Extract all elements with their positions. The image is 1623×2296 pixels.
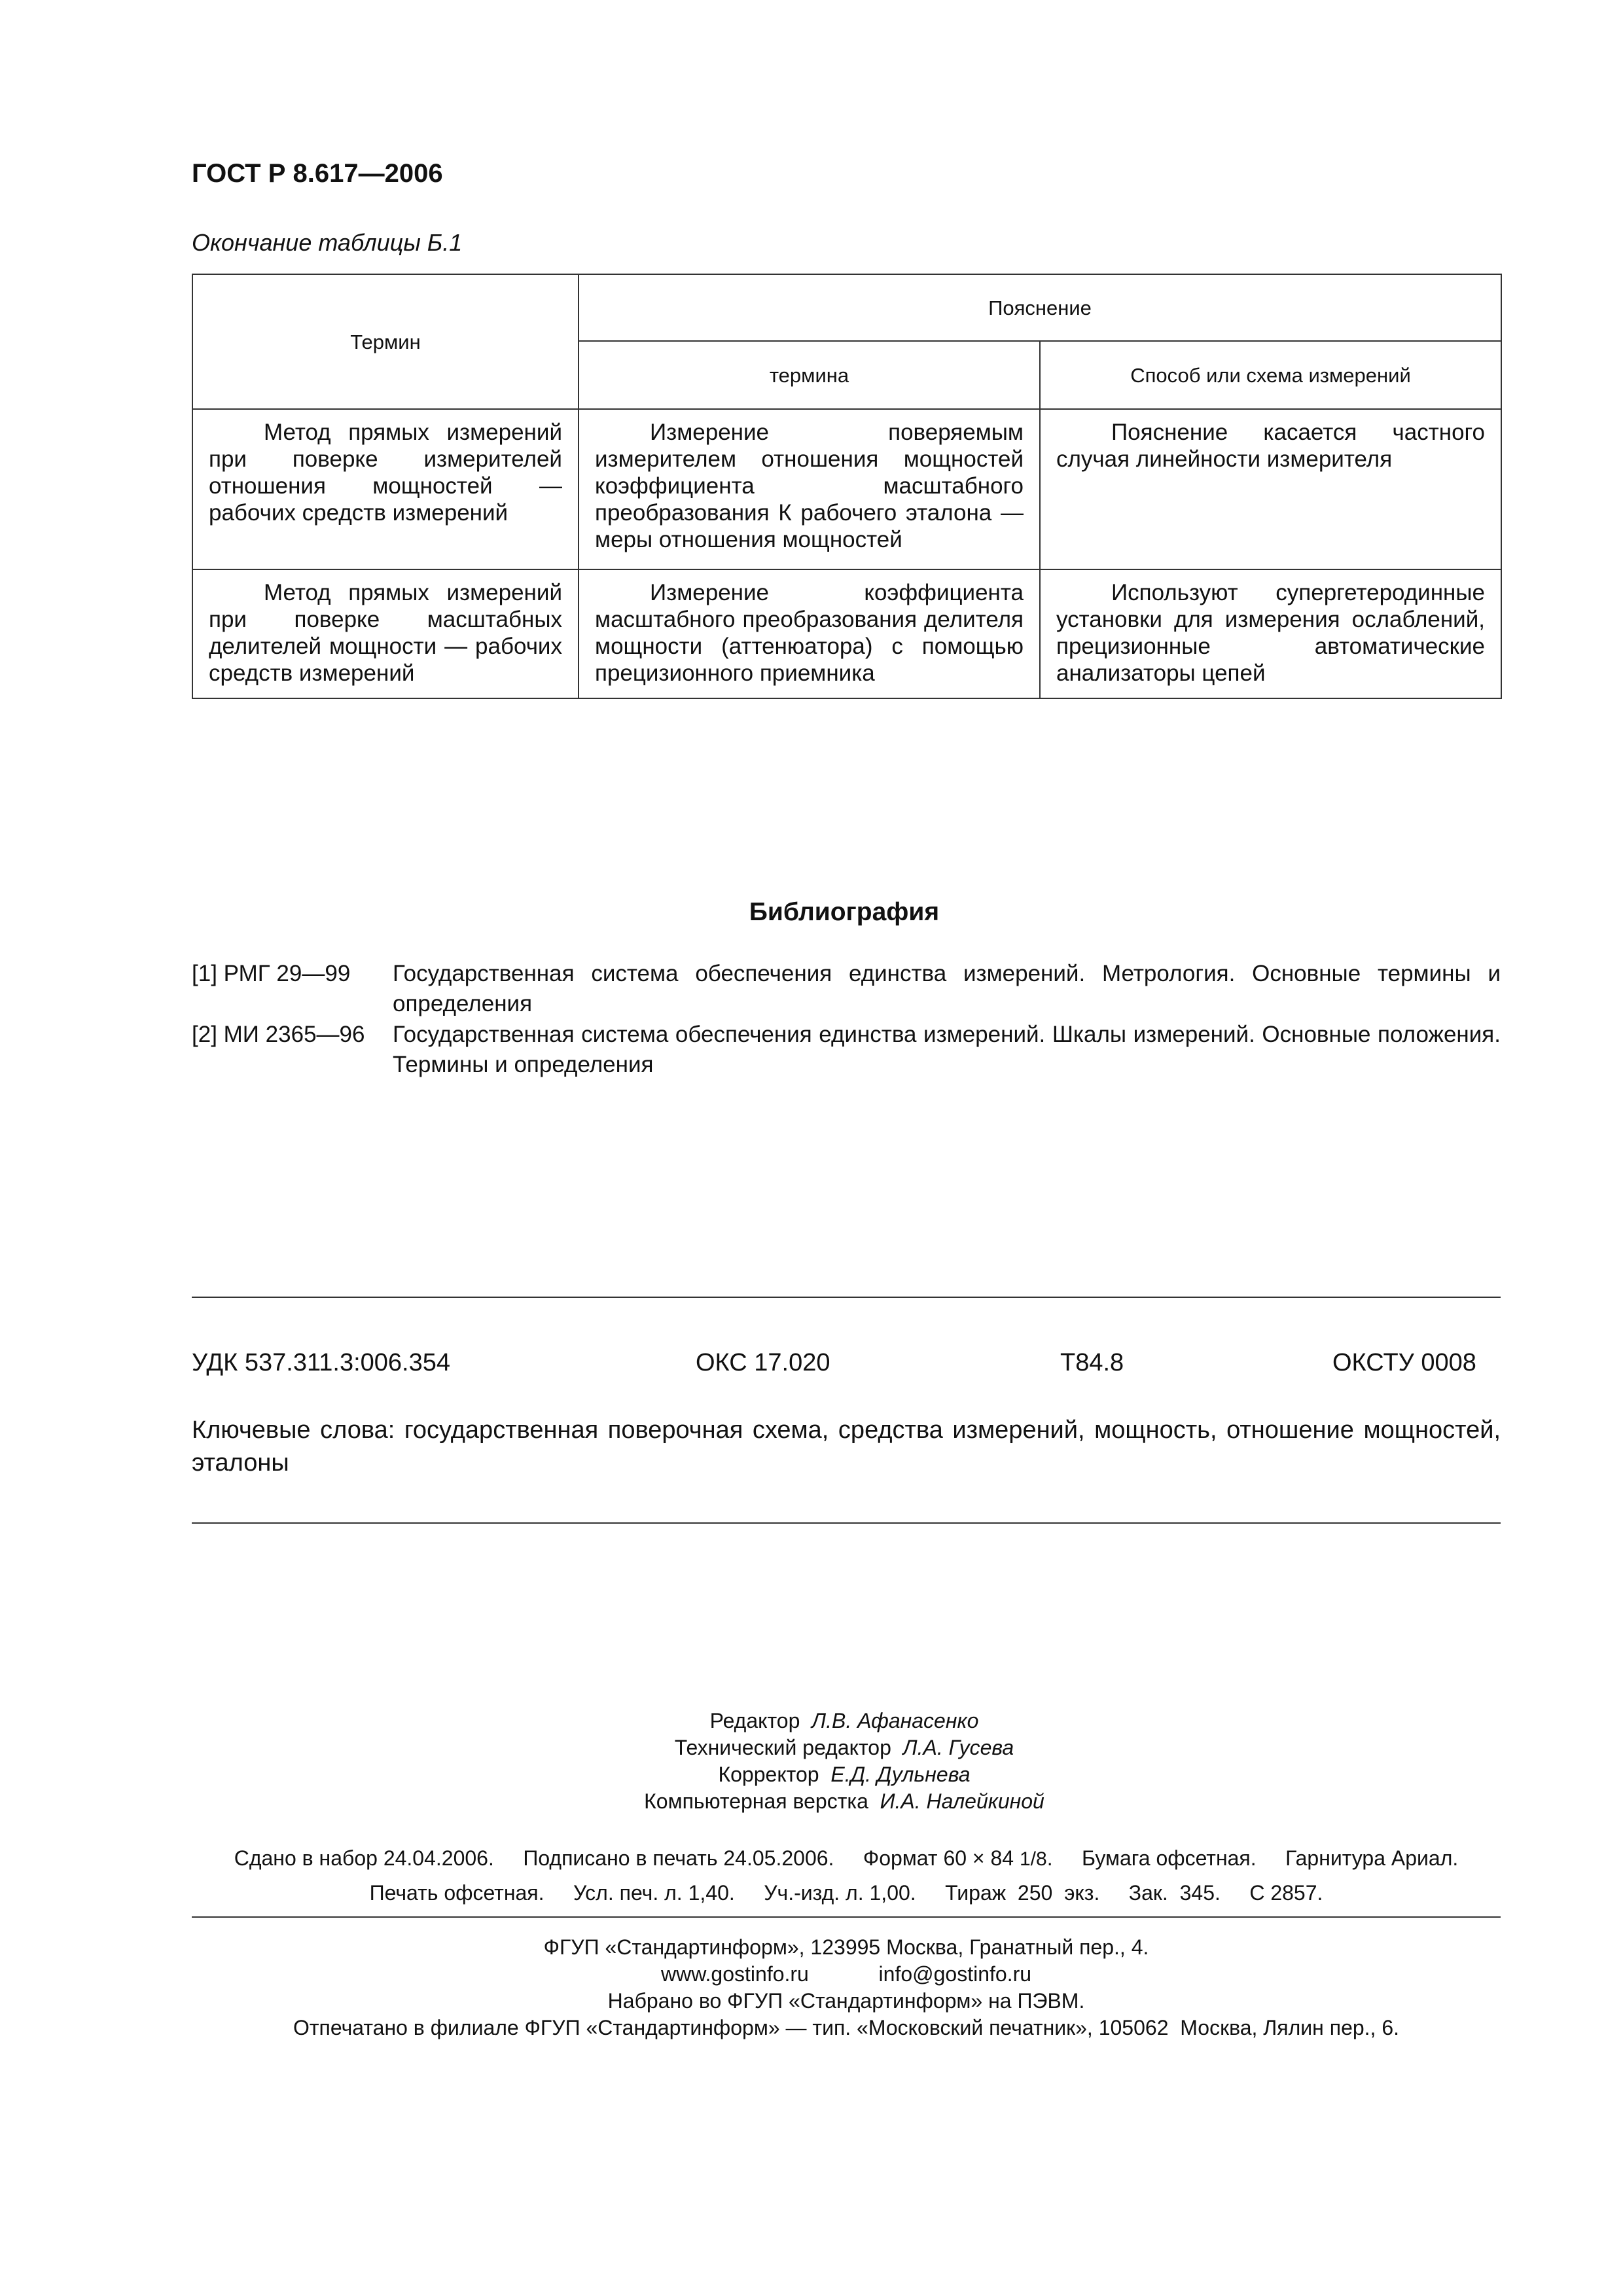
row-2-term: Метод прямых измерений при поверке масштабных делителей мощности — рабочих средств измерений — [192, 569, 579, 698]
row-2-method: Используют супергетеродинные установки для измерения ослаблений, прецизионные автоматические анализаторы цепей — [1040, 569, 1501, 698]
publisher-address: ФГУП «Стандартинформ», 123995 Москва, Гранатный пер., 4. — [543, 1935, 1149, 1959]
bibliography-title: Библиография — [749, 898, 940, 926]
bibliography-text: Государственная система обеспечения единства измерений. Метрология. Основные термины и определения — [393, 961, 1501, 1016]
tech-editor-line — [0, 1736, 1623, 1760]
bibliography-ref: [1] РМГ 29—99 — [192, 961, 351, 986]
editor-label: Редактор — [709, 1709, 800, 1732]
tech-editor-label: Технический редактор — [674, 1736, 891, 1759]
editor-name: Л.В. Афанасенко — [812, 1709, 979, 1732]
print-details-line-2: Печать офсетная. Усл. печ. л. 1,40. Уч.-изд. л. 1,00. Тираж 250 экз. Зак. 345. С 2857. — [369, 1881, 1323, 1905]
divider-bottom — [192, 1522, 1501, 1524]
print-details-a: Сдано в набор 24.04.2006. Подписано в печать 24.05.2006. Формат 60 × 84 — [234, 1846, 1020, 1870]
divider-imprint — [192, 1916, 1501, 1918]
layout-label: Компьютерная верстка — [644, 1789, 868, 1813]
row-1-term: Метод прямых измерений при поверке измерителей отношения мощностей — рабочих средств измерений — [192, 409, 579, 569]
format-fraction: 1/8 — [1019, 1848, 1047, 1870]
layout-name: И.А. Налейкиной — [880, 1789, 1044, 1813]
bibliography-entry-1 — [192, 959, 1501, 1019]
bibliography-entry-2 — [192, 1020, 1501, 1080]
keywords: Ключевые слова: государственная поверочная схема, средства измерений, мощность, отношение мощностей, эталоны — [192, 1416, 1501, 1477]
typeset-note: Набрано во ФГУП «Стандартинформ» на ПЭВМ. — [607, 1989, 1085, 2013]
document-code: ГОСТ Р 8.617—2006 — [192, 159, 443, 188]
header-explanation: Пояснение — [579, 274, 1501, 341]
print-details-line-1 — [192, 1846, 1501, 1871]
email-address: info@gostinfo.ru — [878, 1962, 1032, 1986]
editor-line — [0, 1709, 1623, 1733]
divider-top — [192, 1297, 1501, 1298]
corrector-line — [0, 1763, 1623, 1787]
t-code: Т84.8 — [1060, 1349, 1124, 1376]
row-1-explanation: Измерение поверяемым измерителем отношения мощностей коэффициента масштабного преобразования К рабочего эталона — меры отношения мощностей — [579, 409, 1040, 569]
corrector-name: Е.Д. Дульнева — [830, 1763, 971, 1786]
row-2-explanation: Измерение коэффициента масштабного преобразования делителя мощности (аттенюатора) с помощью прецизионного приемника — [579, 569, 1040, 698]
row-1-method: Пояснение касается частного случая линейности измерителя — [1040, 409, 1501, 569]
publisher-contacts — [192, 1962, 1501, 1986]
corrector-label: Корректор — [718, 1763, 819, 1786]
okstu-code: ОКСТУ 0008 — [1332, 1349, 1476, 1376]
table-caption: Окончание таблицы Б.1 — [192, 229, 463, 256]
tech-editor-name: Л.А. Гусева — [902, 1736, 1014, 1759]
table-row — [192, 409, 1501, 569]
oks-code: ОКС 17.020 — [696, 1349, 830, 1376]
header-method: Способ или схема измерений — [1040, 341, 1501, 409]
print-details-b: . Бумага офсетная. Гарнитура Ариал. — [1046, 1846, 1459, 1870]
table-row — [192, 569, 1501, 698]
bibliography-ref: [2] МИ 2365—96 — [192, 1022, 365, 1047]
printed-note: Отпечатано в филиале ФГУП «Стандартинформ» — тип. «Московский печатник», 105062 Москва, Лялин пер., 6. — [293, 2016, 1400, 2039]
header-term: Термин — [192, 274, 579, 409]
layout-line — [0, 1789, 1623, 1814]
web-address: www.gostinfo.ru — [660, 1962, 809, 1986]
terms-table — [192, 274, 1502, 699]
udk-code: УДК 537.311.3:006.354 — [192, 1349, 451, 1376]
bibliography-text: Государственная система обеспечения единства измерений. Шкалы измерений. Основные положения. Термины и определения — [393, 1022, 1501, 1077]
header-of-term: термина — [579, 341, 1040, 409]
